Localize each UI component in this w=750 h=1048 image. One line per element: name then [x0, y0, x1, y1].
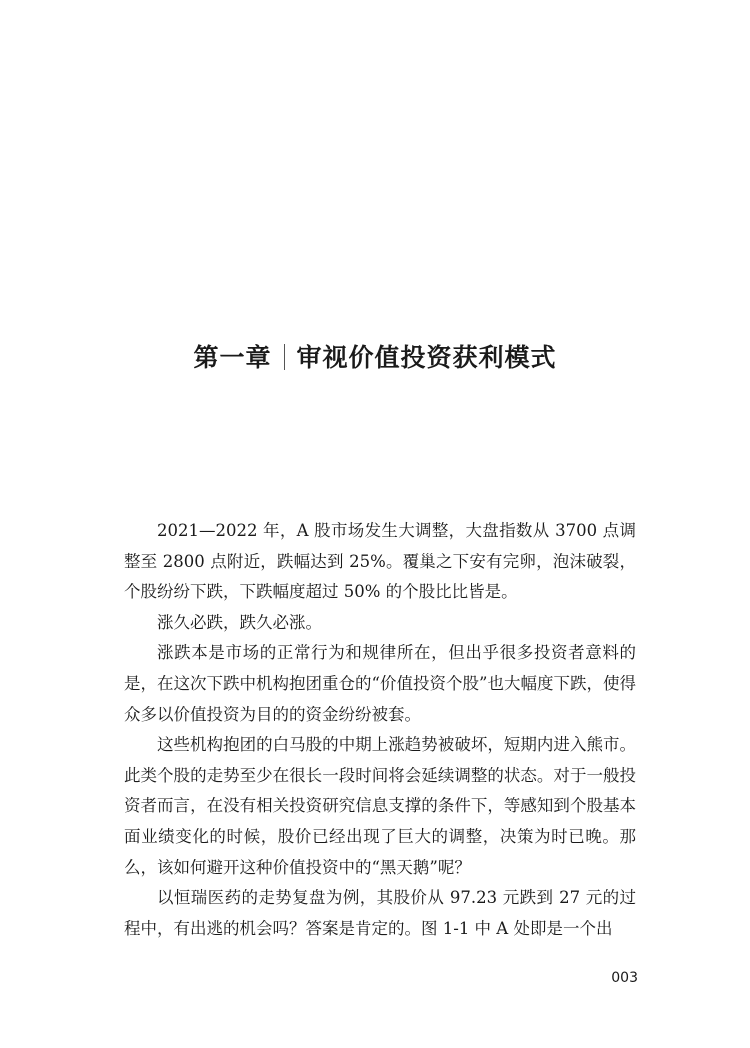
heading-divider	[284, 344, 285, 370]
paragraph: 这些机构抱团的白马股的中期上涨趋势被破坏，短期内进入熊市。此类个股的走势至少在很长一段时间将会延续调整的状态。对于一般投资者而言，在没有相关投资研究信息支撑的条件下，等感知到个股基本面业绩变化的时候，股价已经出现了巨大的调整，决策为时已晚。那么，该如何避开这种价值投资中的“黑天鹅”呢？	[124, 735, 636, 877]
paragraph: 涨久必跌，跌久必涨。	[157, 612, 322, 632]
paragraph: 涨跌本是市场的正常行为和规律所在，但出乎很多投资者意料的是，在这次下跌中机构抱团重仓的“价值投资个股”也大幅度下跌，使得众多以价值投资为目的的资金纷纷被套。	[124, 643, 636, 724]
body-text	[124, 516, 636, 944]
page-number: 003	[611, 970, 638, 986]
chapter-number: 第一章	[193, 343, 272, 372]
chapter-title: 审视价值投资获利模式	[296, 343, 557, 372]
chapter-heading	[0, 338, 750, 378]
paragraph: 以恒瑞医药的走势复盘为例，其股价从 97.23 元跌到 27 元的过程中，有出逃的机会吗？答案是肯定的。图 1-1 中 A 处即是一个出	[124, 888, 636, 938]
paragraph: 2021—2022 年，A 股市场发生大调整，大盘指数从 3700 点调整至 2800 点附近，跌幅达到 25%。覆巢之下安有完卵，泡沫破裂，个股纷纷下跌，下跌幅度超过 50% 的个股比比皆是。	[124, 521, 636, 602]
